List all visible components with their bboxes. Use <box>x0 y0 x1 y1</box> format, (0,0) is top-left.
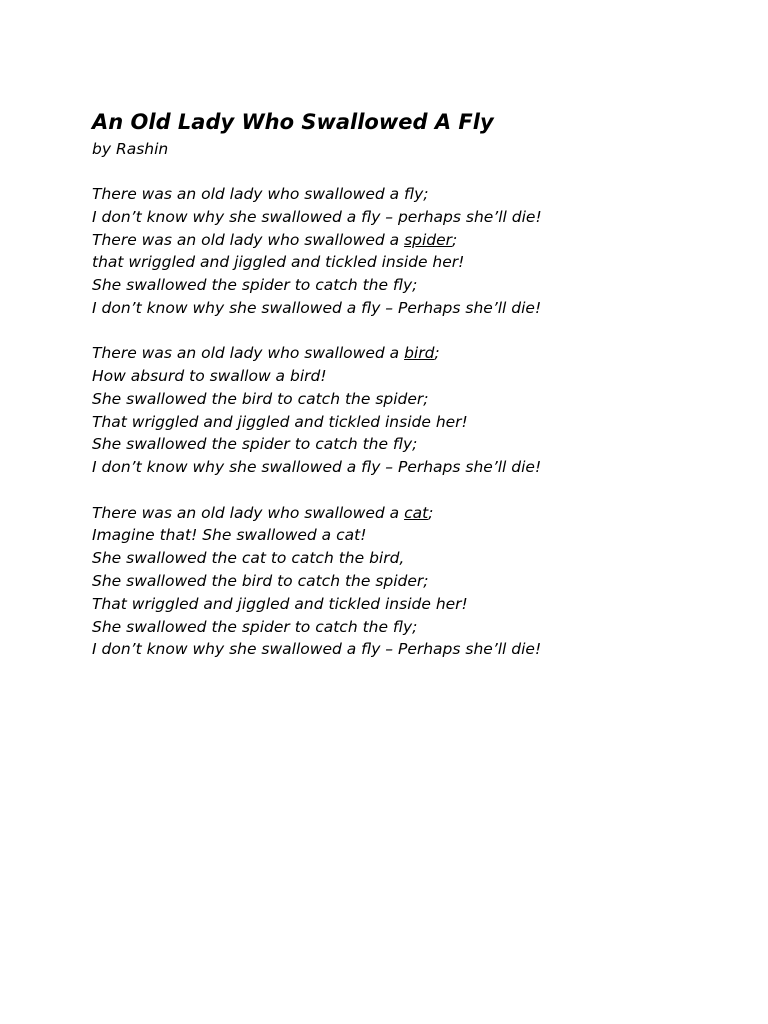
stanza-3 <box>92 502 732 662</box>
poem-line: That wriggled and jiggled and tickled inside her! <box>92 594 468 613</box>
poem-line: I don’t know why she swallowed a fly – Perhaps she’ll die! <box>92 298 542 317</box>
poem-line: She swallowed the spider to catch the fly; <box>92 276 418 295</box>
poem-line: I don’t know why she swallowed a fly – Perhaps she’ll die! <box>92 640 542 659</box>
stanza-2 <box>92 342 732 479</box>
line-text: There was an old lady who swallowed a <box>92 344 405 363</box>
line-punctuation: ; <box>428 503 434 522</box>
poem-title: An Old Lady Who Swallowed A Fly <box>92 110 494 134</box>
line-punctuation: ; <box>452 230 458 249</box>
poem-line: She swallowed the bird to catch the spider; <box>92 389 429 408</box>
document-page <box>92 108 732 684</box>
poem-line: that wriggled and jiggled and tickled inside her! <box>92 253 465 272</box>
poem-line <box>92 342 732 365</box>
poem-line: That wriggled and jiggled and tickled inside her! <box>92 412 468 431</box>
line-text: There was an old lady who swallowed a <box>92 230 405 249</box>
poem-line: Imagine that! She swallowed a cat! <box>92 526 367 545</box>
poem-line: She swallowed the bird to catch the spider; <box>92 571 429 590</box>
poem-line: There was an old lady who swallowed a fly; <box>92 185 429 203</box>
poem-line: How absurd to swallow a bird! <box>92 367 327 386</box>
line-text: There was an old lady who swallowed a <box>92 503 405 522</box>
poem-author: by Rashin <box>92 140 169 158</box>
underlined-word-bird: bird <box>404 344 435 363</box>
poem-line: She swallowed the spider to catch the fly; <box>92 617 418 636</box>
poem-line <box>92 502 732 525</box>
line-punctuation: ; <box>434 344 440 363</box>
stanza-1 <box>92 183 732 320</box>
poem-line: She swallowed the spider to catch the fly; <box>92 435 418 454</box>
underlined-word-cat: cat <box>404 503 429 522</box>
poem-line <box>92 229 732 252</box>
poem-line: I don’t know why she swallowed a fly – perhaps she’ll die! <box>92 207 542 226</box>
poem-line: She swallowed the cat to catch the bird, <box>92 549 405 568</box>
underlined-word-spider: spider <box>404 230 453 249</box>
poem-line: I don’t know why she swallowed a fly – Perhaps she’ll die! <box>92 458 542 477</box>
